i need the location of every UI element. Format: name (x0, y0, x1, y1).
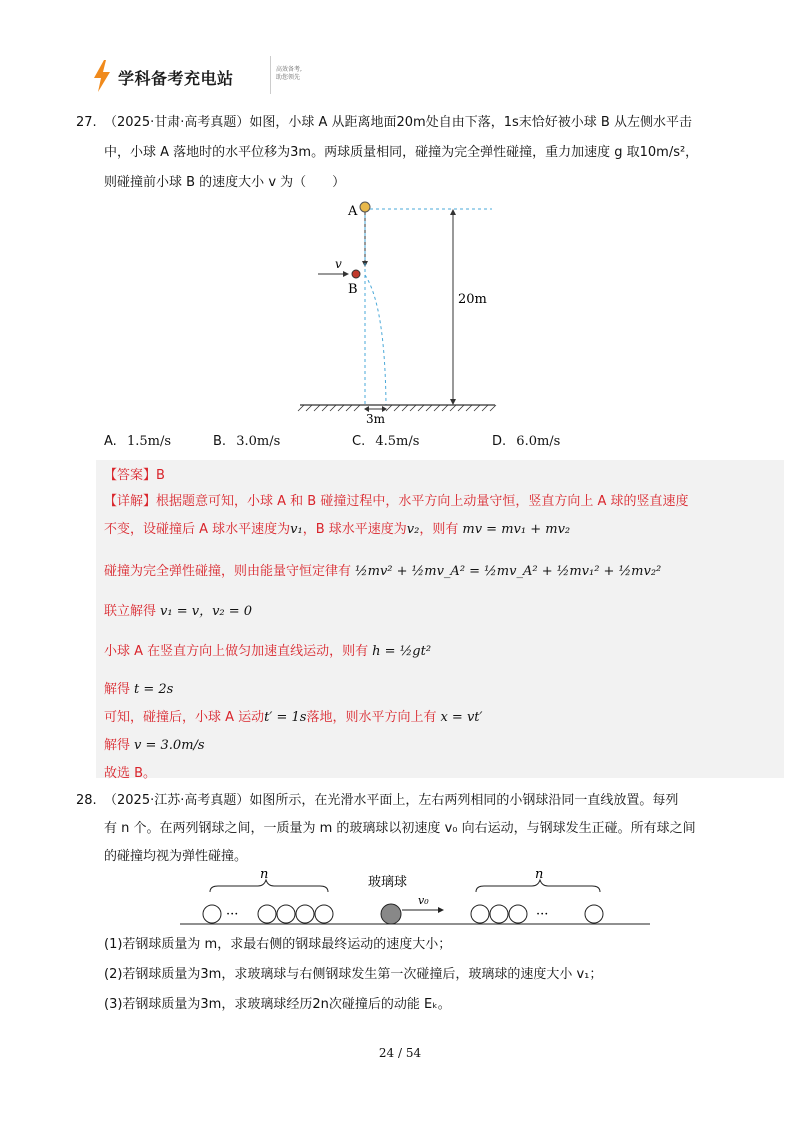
steel-ball (509, 905, 527, 923)
steel-ball (585, 905, 603, 923)
logo-divider (270, 56, 271, 94)
detail-line5-eq: h = ½gt² (372, 644, 432, 659)
ball-a (360, 202, 370, 212)
steel-ball (490, 905, 508, 923)
detail-line8-a: 解得 (104, 738, 131, 753)
steel-ball (203, 905, 221, 923)
q27-line3: 则碰撞前小球 B 的速度大小 v 为（ ） (104, 175, 346, 190)
option-c[interactable] (352, 434, 419, 449)
detail-line3-a: 碰撞为完全弹性碰撞，则由能量守恒定律有 (104, 564, 352, 579)
logo-sub-line2: 助您领先 (276, 74, 301, 81)
detail-line2-eq: mv = mv₁ + mv₂ (462, 522, 571, 537)
detail-line2-v2: v₂ (406, 522, 420, 537)
answer-label: 【答案】B (104, 468, 165, 483)
detail-line3 (104, 560, 784, 579)
steel-ball (471, 905, 489, 923)
detail-line6-a: 解得 (104, 682, 131, 697)
detail-line2 (104, 518, 784, 537)
detail-line6-eq: t = 2s (134, 682, 174, 697)
detail-line5-a: 小球 A 在竖直方向上做匀加速直线运动，则有 (104, 644, 369, 659)
q28-number: 28. (76, 793, 97, 808)
q28-figure (180, 866, 650, 930)
label-v0: v₀ (418, 894, 429, 907)
q27-line1: （2025·甘肃·高考真题）如图，小球 A 从距离地面20m处自由下落，1s末恰好被小球 B 从左侧水平击 (104, 115, 692, 130)
glass-ball (381, 904, 401, 924)
label-glass: 玻璃球 (368, 875, 408, 890)
label-n-left: n (260, 867, 269, 882)
page-number: 24 / 54 (378, 1046, 422, 1060)
logo-subtitle (276, 66, 316, 82)
detail-line9: 故选 B。 (104, 766, 157, 781)
q28-sub1: (1)若钢球质量为 m，求最右侧的钢球最终运动的速度大小； (104, 937, 452, 952)
label-20m: 20m (458, 292, 487, 307)
detail-line2-a: 不变，设碰撞后 A 球水平速度为 (104, 522, 291, 537)
option-b-text: 3.0m/s (236, 434, 281, 449)
steel-ball (258, 905, 276, 923)
detail-line8 (104, 734, 205, 753)
option-a-text: 1.5m/s (126, 434, 171, 449)
detail-line7 (104, 706, 482, 725)
option-c-text: 4.5m/s (375, 434, 420, 449)
detail-line4-a: 联立解得 (104, 604, 157, 619)
detail-line7-a: 可知，碰撞后，小球 A 运动 (104, 710, 265, 725)
q28-line1: （2025·江苏·高考真题）如图所示，在光滑水平面上，左右两列相同的小钢球沿同一直线放置。每列 (104, 793, 679, 808)
detail-line4 (104, 600, 252, 619)
q27-figure (290, 195, 530, 430)
detail-line8-eq: v = 3.0m/s (134, 738, 205, 753)
detail-line6 (104, 678, 173, 697)
label-b: B (348, 282, 358, 297)
label-a: A (348, 204, 358, 219)
option-c-letter: C. (352, 434, 366, 449)
logo-title: 学科备考充电站 (118, 69, 234, 88)
detail-line2-v1: v₁ (290, 522, 303, 537)
detail-line7-t: t′ = 1s (264, 710, 307, 725)
option-d-text: 6.0m/s (516, 434, 561, 449)
option-a[interactable] (104, 434, 171, 449)
detail-line5 (104, 640, 431, 659)
label-n-right: n (535, 867, 544, 882)
right-dots: ··· (536, 907, 549, 922)
label-3m: 3m (366, 412, 386, 426)
logo-sub-line1: 高效备考, (276, 66, 302, 73)
option-d-letter: D. (492, 434, 507, 449)
detail-line7-eq: x = vt′ (440, 710, 483, 725)
steel-ball (296, 905, 314, 923)
q28-sub3: (3)若钢球质量为3m，求玻璃球经历2n次碰撞后的动能 Eₖ。 (104, 997, 451, 1012)
q27-line2: 中，小球 A 落地时的水平位移为3m。两球质量相同，碰撞为完全弹性碰撞，重力加速度 g 取10m/s²， (104, 145, 699, 160)
detail-line2-c: ，B 球水平速度为 (302, 522, 407, 537)
steel-ball (315, 905, 333, 923)
ball-b (352, 270, 360, 278)
q28-line3: 的碰撞均视为弹性碰撞。 (104, 849, 248, 864)
steel-ball (277, 905, 295, 923)
q28-line2: 有 n 个。在两列钢球之间，一质量为 m 的玻璃球以初速度 v₀ 向右运动，与钢球发生正碰。所有球之间 (104, 821, 696, 836)
option-b[interactable] (213, 434, 280, 449)
lightning-bolt-icon (92, 60, 112, 92)
q27-number: 27. (76, 115, 97, 130)
detail-line1: 【详解】根据题意可知，小球 A 和 B 碰撞过程中，水平方向上动量守恒，竖直方向上 A 球的竖直速度 (104, 494, 689, 509)
q28-sub2: (2)若钢球质量为3m，求玻璃球与右侧钢球发生第一次碰撞后，玻璃球的速度大小 v₁； (104, 967, 603, 982)
left-dots: ··· (226, 907, 239, 922)
option-a-letter: A. (104, 434, 117, 449)
detail-line3-eq: ½mv² + ½mv_A² = ½mv_A² + ½mv₁² + ½mv₂² (355, 564, 662, 579)
option-d[interactable] (492, 434, 560, 449)
label-v: v (335, 257, 342, 271)
detail-line2-e: ，则有 (419, 522, 459, 537)
option-b-letter: B. (213, 434, 227, 449)
detail-line7-c: 落地，则水平方向上有 (306, 710, 437, 725)
detail-line4-eq: v₁ = v，v₂ = 0 (160, 604, 253, 619)
